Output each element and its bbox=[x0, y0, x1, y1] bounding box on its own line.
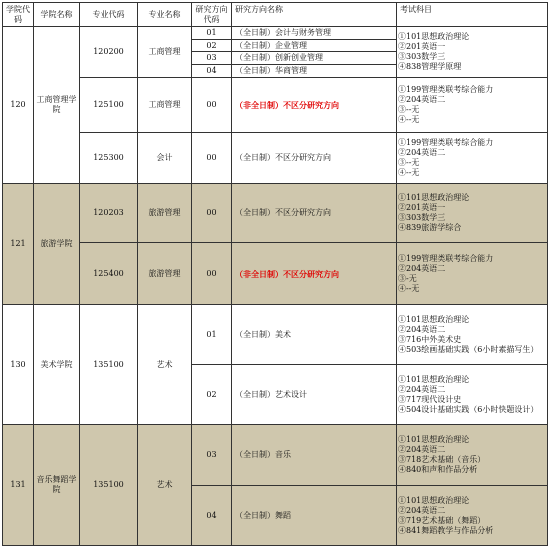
subject-item: ④840和声和作品分析 bbox=[398, 465, 478, 474]
direction-code: 03 bbox=[192, 425, 232, 486]
major-code: 120200 bbox=[80, 27, 138, 78]
college-code: 131 bbox=[3, 425, 34, 546]
exam-subjects bbox=[397, 133, 548, 184]
subject-item: ④503绘画基础实践（6小时素描写生） bbox=[398, 344, 539, 354]
direction-code: 00 bbox=[192, 243, 232, 305]
header-college-code: 学院代码 bbox=[3, 3, 34, 27]
major-name: 艺术 bbox=[138, 425, 192, 546]
table-row bbox=[3, 425, 548, 486]
header-exam-subjects: 考试科目 bbox=[397, 3, 548, 27]
direction-code: 00 bbox=[192, 184, 232, 243]
direction-name: （全日制）企业管理 bbox=[232, 40, 397, 52]
subject-item: ①101思想政治理论 bbox=[398, 435, 470, 444]
subject-item: ②201英语一 bbox=[398, 42, 446, 51]
direction-code: 02 bbox=[192, 365, 232, 425]
college-code: 130 bbox=[3, 305, 34, 425]
major-name: 会计 bbox=[138, 133, 192, 184]
subject-item: ④841舞蹈教学与作品分析 bbox=[398, 525, 494, 535]
direction-code: 04 bbox=[192, 65, 232, 78]
header-direction-code: 研究方向代码 bbox=[192, 3, 232, 27]
direction-name: （全日制）华商管理 bbox=[232, 65, 397, 78]
exam-subjects bbox=[397, 305, 548, 365]
subject-item: ④838管理学原理 bbox=[398, 62, 462, 71]
subject-item: ③718艺术基础（音乐） bbox=[398, 455, 486, 464]
exam-subjects bbox=[397, 486, 548, 546]
subject-item: ①101思想政治理论 bbox=[398, 314, 470, 324]
direction-code: 01 bbox=[192, 305, 232, 365]
subject-item: ④--无 bbox=[398, 283, 420, 293]
subject-item: ②204英语二 bbox=[398, 95, 446, 104]
subject-item: ②201英语一 bbox=[398, 203, 446, 212]
subject-item: ①101思想政治理论 bbox=[398, 32, 470, 41]
subject-item: ③--无 bbox=[398, 158, 420, 167]
subject-item: ①199管理类联考综合能力 bbox=[398, 85, 494, 94]
table-row bbox=[3, 305, 548, 365]
major-code: 135100 bbox=[80, 305, 138, 425]
exam-subjects bbox=[397, 78, 548, 133]
table-row bbox=[3, 78, 548, 133]
direction-name: （全日制）音乐 bbox=[232, 425, 397, 486]
subject-item: ④--无 bbox=[398, 168, 420, 177]
direction-code: 03 bbox=[192, 52, 232, 65]
direction-code: 00 bbox=[192, 133, 232, 184]
header-direction-name: 研究方向名称 bbox=[232, 3, 397, 27]
direction-name: （全日制）不区分研究方向 bbox=[232, 184, 397, 243]
subject-item: ③717现代设计史 bbox=[398, 394, 462, 404]
direction-name: （非全日制）不区分研究方向 bbox=[232, 243, 397, 305]
table-row bbox=[3, 133, 548, 184]
college-name: 旅游学院 bbox=[34, 184, 80, 305]
direction-code: 04 bbox=[192, 486, 232, 546]
college-code: 121 bbox=[3, 184, 34, 305]
header-major-name: 专业名称 bbox=[138, 3, 192, 27]
exam-subjects bbox=[397, 184, 548, 243]
exam-subjects bbox=[397, 243, 548, 305]
major-name: 工商管理 bbox=[138, 27, 192, 78]
admissions-table bbox=[2, 2, 548, 546]
subject-item: ③303数学三 bbox=[398, 52, 446, 61]
header-row bbox=[3, 3, 548, 27]
subject-item: ③719艺术基础（舞蹈） bbox=[398, 515, 486, 525]
subject-item: ①199管理类联考综合能力 bbox=[398, 138, 494, 147]
subject-item: ④839旅游学综合 bbox=[398, 223, 462, 232]
subject-item: ①101思想政治理论 bbox=[398, 495, 470, 505]
subject-item: ②204英语二 bbox=[398, 505, 446, 515]
college-name: 音乐舞蹈学院 bbox=[34, 425, 80, 546]
exam-subjects bbox=[397, 425, 548, 486]
major-code: 120203 bbox=[80, 184, 138, 243]
subject-item: ②204英语二 bbox=[398, 445, 446, 454]
table-row bbox=[3, 27, 548, 40]
subject-item: ②204英语二 bbox=[398, 263, 446, 273]
direction-name: （全日制）不区分研究方向 bbox=[232, 133, 397, 184]
major-name: 旅游管理 bbox=[138, 184, 192, 243]
subject-item: ③--无 bbox=[398, 105, 420, 114]
direction-name: （全日制）会计与财务管理 bbox=[232, 27, 397, 40]
major-name: 工商管理 bbox=[138, 78, 192, 133]
direction-name: （非全日制）不区分研究方向 bbox=[232, 78, 397, 133]
major-name: 艺术 bbox=[138, 305, 192, 425]
direction-code: 02 bbox=[192, 40, 232, 52]
major-code: 125300 bbox=[80, 133, 138, 184]
header-college-name: 学院名称 bbox=[34, 3, 80, 27]
subject-item: ③-无 bbox=[398, 273, 417, 283]
college-code: 120 bbox=[3, 27, 34, 184]
subject-item: ②204英语二 bbox=[398, 148, 446, 157]
header-major-code: 专业代码 bbox=[80, 3, 138, 27]
exam-subjects bbox=[397, 27, 548, 78]
subject-item: ②204英语二 bbox=[398, 324, 446, 334]
table-row bbox=[3, 184, 548, 243]
subject-item: ①101思想政治理论 bbox=[398, 374, 470, 384]
major-code: 125100 bbox=[80, 78, 138, 133]
subject-item: ③303数学三 bbox=[398, 213, 446, 222]
subject-item: ④504设计基础实践（6小时快题设计） bbox=[398, 404, 539, 414]
direction-name: （全日制）艺术设计 bbox=[232, 365, 397, 425]
direction-name: （全日制）舞蹈 bbox=[232, 486, 397, 546]
direction-name: （全日制）创新创业管理 bbox=[232, 52, 397, 65]
major-code: 125400 bbox=[80, 243, 138, 305]
direction-code: 01 bbox=[192, 27, 232, 40]
subject-item: ④--无 bbox=[398, 115, 420, 124]
major-name: 旅游管理 bbox=[138, 243, 192, 305]
exam-subjects bbox=[397, 365, 548, 425]
subject-item: ①101思想政治理论 bbox=[398, 193, 470, 202]
subject-item: ③716中外美术史 bbox=[398, 334, 462, 344]
college-name: 工商管理学院 bbox=[34, 27, 80, 184]
subject-item: ②204英语二 bbox=[398, 384, 446, 394]
major-code: 135100 bbox=[80, 425, 138, 546]
table-row bbox=[3, 243, 548, 305]
college-name: 美术学院 bbox=[34, 305, 80, 425]
direction-code: 00 bbox=[192, 78, 232, 133]
subject-item: ①199管理类联考综合能力 bbox=[398, 253, 494, 263]
direction-name: （全日制）美术 bbox=[232, 305, 397, 365]
